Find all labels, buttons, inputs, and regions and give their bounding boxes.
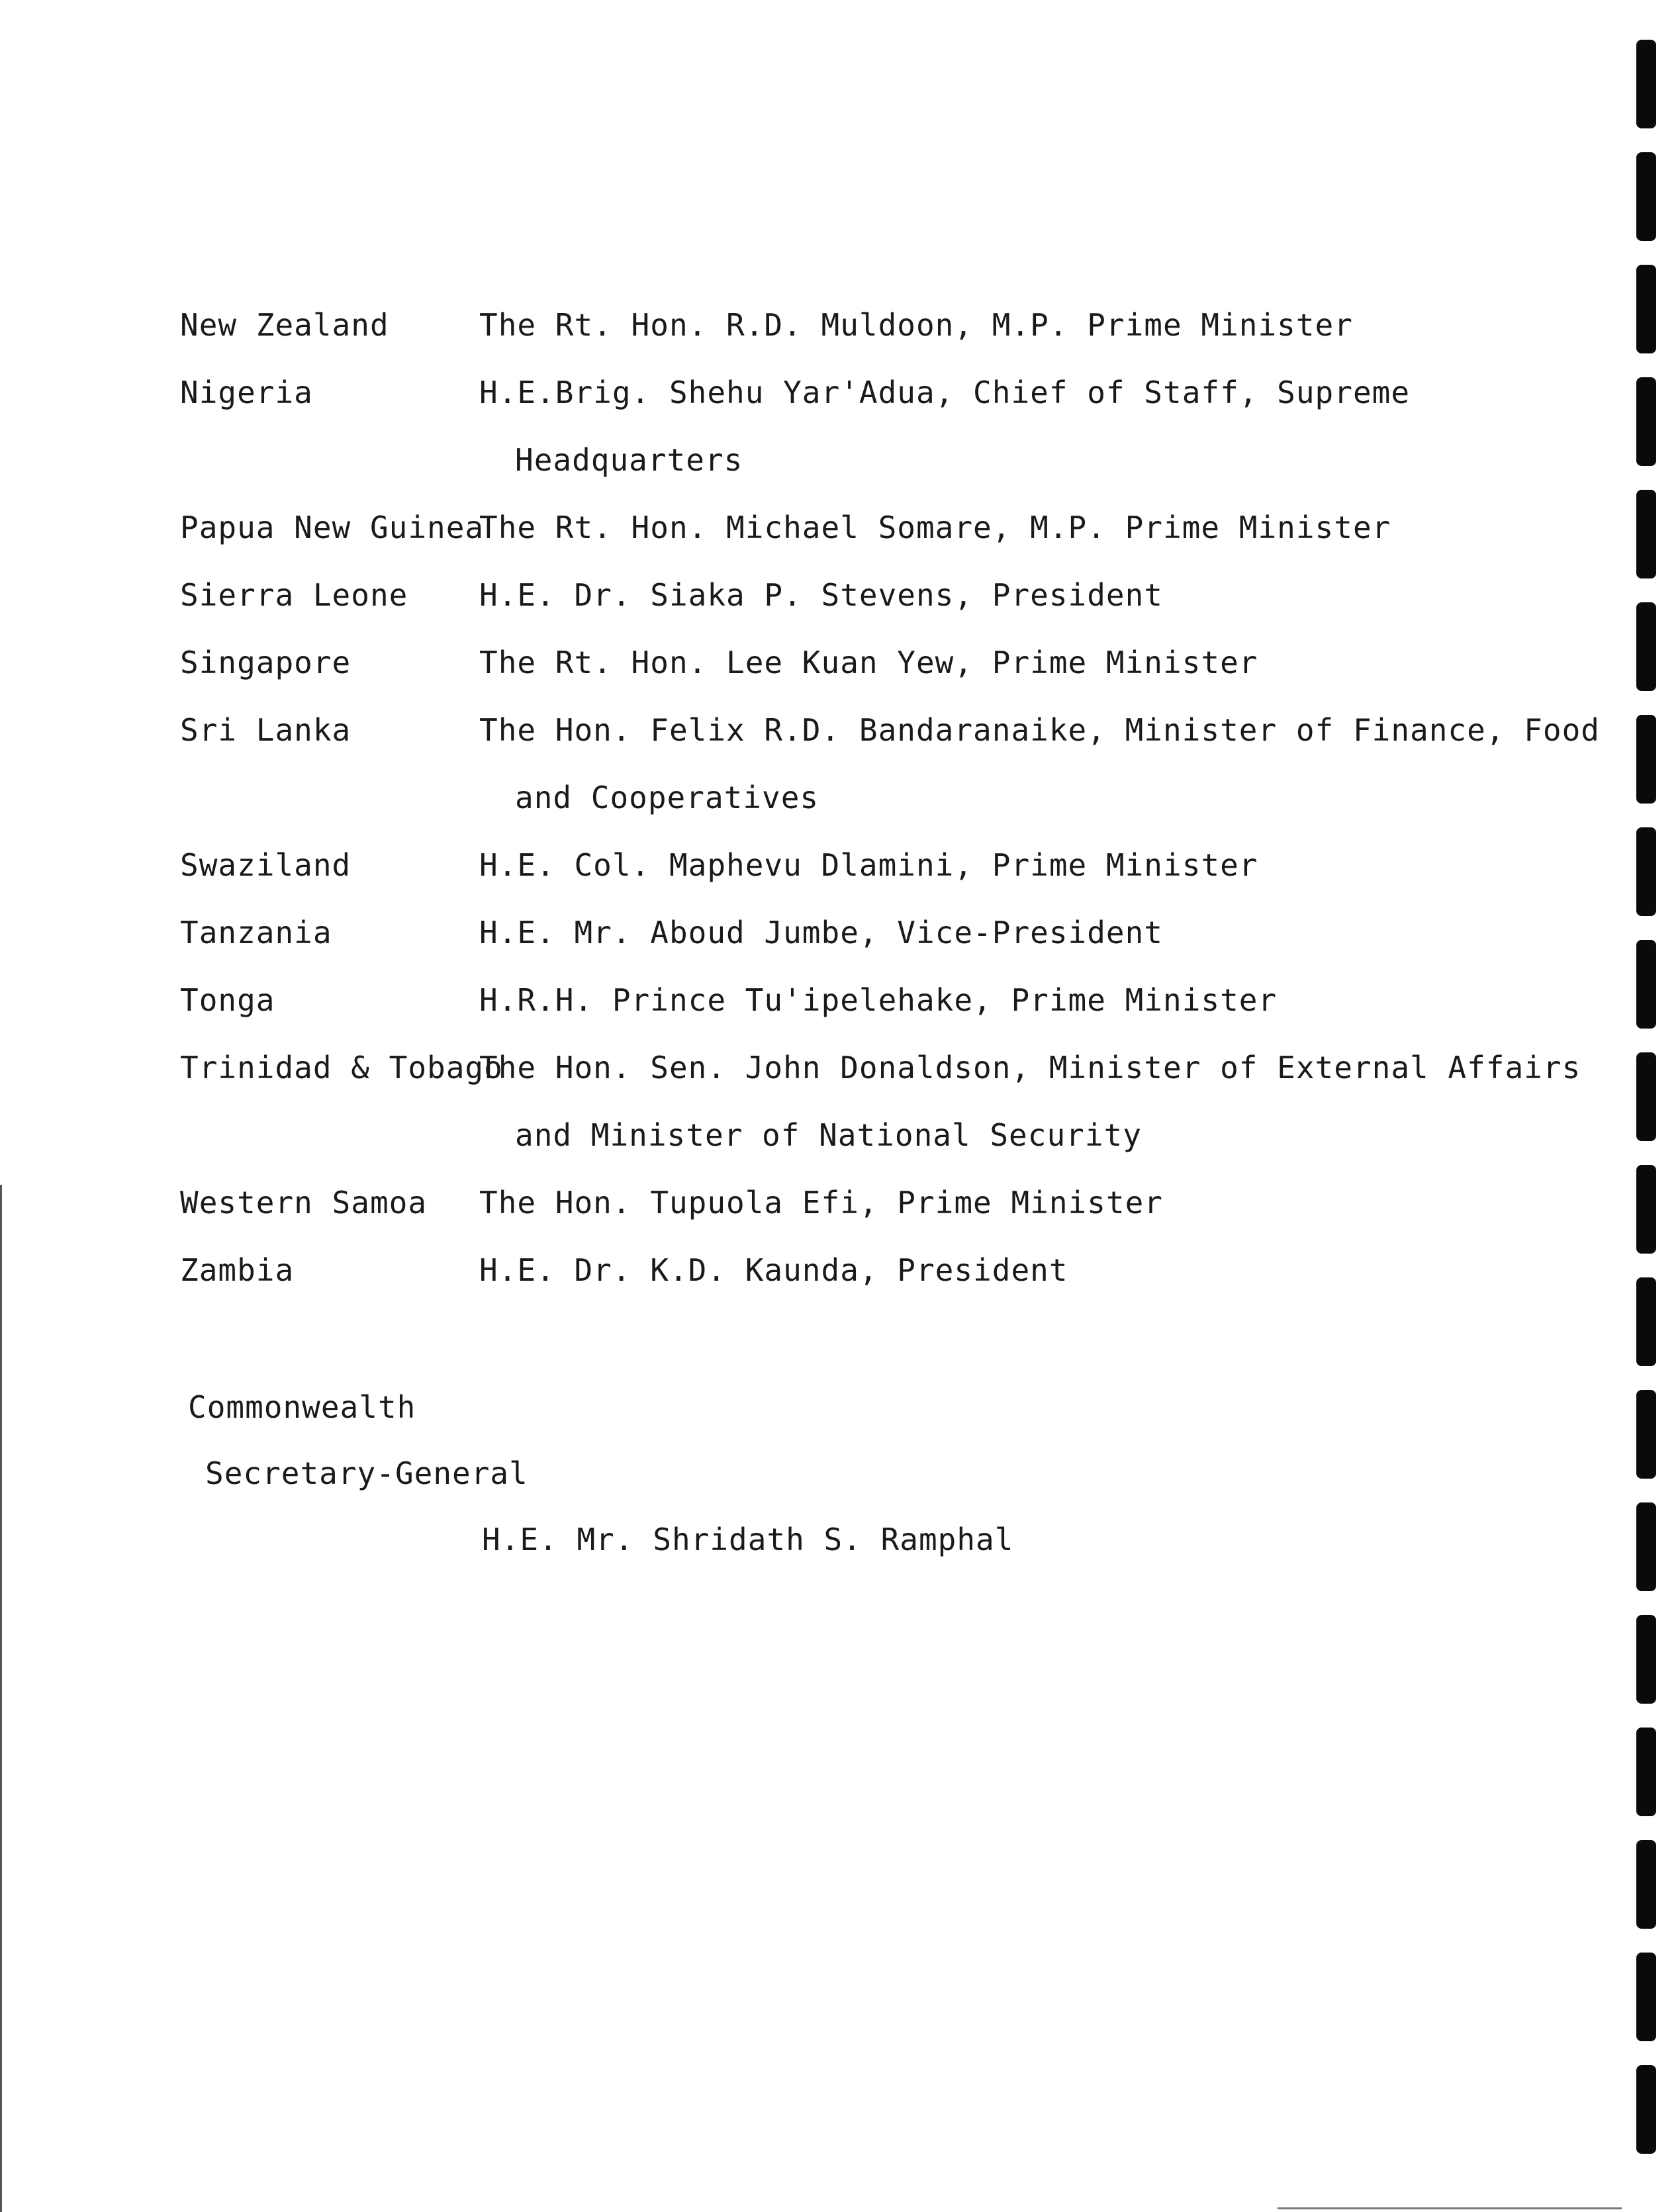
binding-hole [1636, 40, 1656, 128]
binding-hole [1636, 1165, 1656, 1254]
binding-hole [1636, 2065, 1656, 2154]
binding-hole [1636, 1502, 1656, 1591]
country-name: Sri Lanka [180, 712, 351, 748]
entry-continuation-row [180, 1111, 1504, 1179]
representative-text: The Rt. Hon. R.D. Muldoon, M.P. Prime Minister [479, 307, 1353, 343]
representative-text: Headquarters [515, 442, 743, 478]
representative-text: H.E. Mr. Aboud Jumbe, Vice-President [479, 915, 1163, 950]
country-name: Singapore [180, 645, 351, 680]
binding-hole [1636, 152, 1656, 241]
binding-hole [1636, 1052, 1656, 1141]
binding-hole [1636, 1953, 1656, 2041]
secretary-heading-line1: Commonwealth [188, 1389, 416, 1425]
entry-row [180, 1179, 1504, 1246]
country-name: Tonga [180, 982, 275, 1018]
binding-hole [1636, 1615, 1656, 1704]
representative-text: and Cooperatives [515, 780, 819, 815]
entry-row [180, 1044, 1581, 1111]
country-name: Zambia [180, 1252, 295, 1288]
entry-row [180, 369, 1504, 436]
entry-continuation-row [180, 436, 1504, 504]
representative-text: The Hon. Tupuola Efi, Prime Minister [479, 1185, 1163, 1221]
entry-continuation-row [180, 774, 1504, 841]
country-name: Tanzania [180, 915, 332, 950]
entry-row [180, 976, 1504, 1044]
entry-row [180, 909, 1504, 976]
binding-hole [1636, 940, 1656, 1029]
binding-holes [1634, 40, 1660, 2197]
country-name: Nigeria [180, 375, 313, 410]
country-name: Trinidad & Tobago [180, 1050, 503, 1085]
representative-text: H.E.Brig. Shehu Yar'Adua, Chief of Staff, Supreme [479, 375, 1411, 410]
representative-text: The Hon. Sen. John Donaldson, Minister of External Affairs [479, 1050, 1581, 1085]
entry-row [180, 571, 1504, 639]
entry-row [180, 504, 1504, 571]
entry-row [180, 301, 1504, 369]
binding-hole [1636, 715, 1656, 804]
entry-row [180, 841, 1504, 909]
representative-text: H.R.H. Prince Tu'ipelehake, Prime Minister [479, 982, 1278, 1018]
representative-text: H.E. Col. Maphevu Dlamini, Prime Minister [479, 847, 1258, 883]
country-name: Sierra Leone [180, 577, 408, 613]
representative-text: The Rt. Hon. Michael Somare, M.P. Prime Minister [479, 510, 1391, 545]
entry-row [180, 1246, 1504, 1314]
binding-hole [1636, 602, 1656, 691]
binding-hole [1636, 1728, 1656, 1816]
entry-row [180, 706, 1600, 774]
secretary-name: H.E. Mr. Shridath S. Ramphal [482, 1522, 1014, 1557]
page-left-edge [0, 1185, 2, 2212]
binding-hole [1636, 1840, 1656, 1929]
page-bottom-edge [1278, 2207, 1622, 2209]
representative-text: H.E. Dr. Siaka P. Stevens, President [479, 577, 1163, 613]
country-name: Western Samoa [180, 1185, 428, 1221]
representative-text: H.E. Dr. K.D. Kaunda, President [479, 1252, 1068, 1288]
delegation-list [180, 301, 1600, 1314]
country-name: New Zealand [180, 307, 389, 343]
representative-text: and Minister of National Security [515, 1117, 1142, 1153]
secretary-heading-line2: Secretary-General [205, 1455, 528, 1491]
binding-hole [1636, 377, 1656, 466]
representative-text: The Hon. Felix R.D. Bandaranaike, Minister of Finance, Food [479, 712, 1600, 748]
binding-hole [1636, 827, 1656, 916]
binding-hole [1636, 1277, 1656, 1366]
country-name: Papua New Guinea [180, 510, 485, 545]
binding-hole [1636, 265, 1656, 353]
country-name: Swaziland [180, 847, 351, 883]
representative-text: The Rt. Hon. Lee Kuan Yew, Prime Minister [479, 645, 1258, 680]
entry-row [180, 639, 1504, 706]
binding-hole [1636, 490, 1656, 578]
binding-hole [1636, 1390, 1656, 1479]
